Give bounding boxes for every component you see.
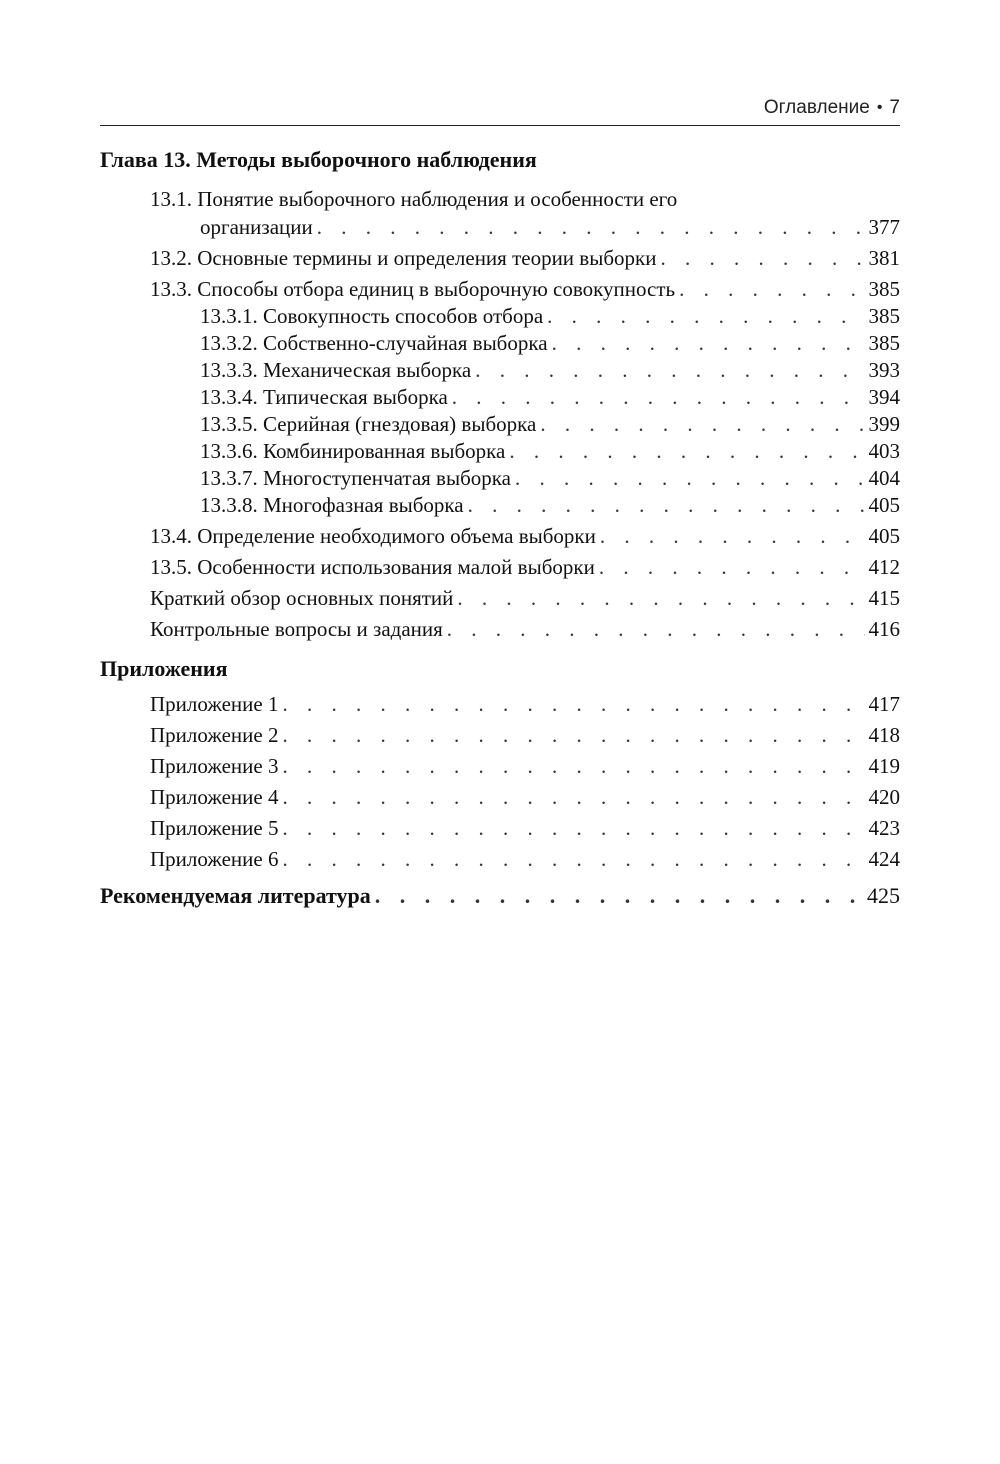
toc-entry-page: 416: [868, 617, 900, 641]
leader-dots: [515, 465, 865, 492]
leader-dots: [452, 384, 865, 411]
toc-entry-title: Рекомендуемая литература: [100, 883, 371, 908]
toc-entry-13-5[interactable]: [100, 553, 900, 581]
toc-entry-title: Приложение 3: [150, 754, 279, 778]
leader-dots: [282, 690, 864, 718]
leader-dots: [468, 492, 865, 519]
toc-entry-page: 399: [868, 412, 900, 436]
toc-entry-questions[interactable]: [100, 615, 900, 643]
toc-entry-page: 405: [868, 524, 900, 548]
leader-dots: [599, 553, 865, 581]
toc-entry-title: 13.3.2. Собственно-случайная выборка: [200, 331, 548, 355]
toc-entry-page: 425: [867, 883, 900, 908]
leader-dots: [600, 522, 865, 550]
toc-entry-13-3-1[interactable]: [100, 303, 900, 330]
leader-dots: [447, 615, 865, 643]
toc-entry-page: 385: [868, 277, 900, 301]
toc-entry-13-3-5[interactable]: [100, 411, 900, 438]
header-page-number: 7: [889, 96, 900, 118]
toc-entry-page: 394: [868, 385, 900, 409]
toc-entry-title: 13.3.4. Типическая выборка: [200, 385, 448, 409]
toc-entry-title: 13.3.6. Комбинированная выборка: [200, 439, 506, 463]
toc-entry-title: 13.3.5. Серийная (гнездовая) выборка: [200, 412, 537, 436]
leader-dots: [282, 845, 864, 873]
toc-entry-title: 13.5. Особенности использования малой выборки: [150, 555, 595, 579]
toc-entry-title: Приложение 1: [150, 692, 279, 716]
toc-entry-title: Приложение 6: [150, 847, 279, 871]
toc-entry-13-3-4[interactable]: [100, 384, 900, 411]
toc-entry-appendix-2[interactable]: [100, 721, 900, 749]
toc-entry-appendix-4[interactable]: [100, 783, 900, 811]
toc-entry-13-3-7[interactable]: [100, 465, 900, 492]
toc-entry-13-1-line1[interactable]: 13.1. Понятие выборочного наблюдения и особенности его: [150, 187, 678, 211]
table-of-contents: [100, 142, 900, 911]
leader-dots: [282, 814, 864, 842]
toc-entry-title: Краткий обзор основных понятий: [150, 586, 454, 610]
toc-entry-title: 13.3.1. Совокупность способов отбора: [200, 304, 544, 328]
leader-dots: [282, 721, 864, 749]
leader-dots: [282, 783, 864, 811]
toc-entry-page: 415: [868, 586, 900, 610]
toc-entry-title: 13.2. Основные термины и определения теории выборки: [150, 246, 657, 270]
leader-dots: [547, 303, 864, 330]
toc-entry-title: 13.3.3. Механическая выборка: [200, 358, 472, 382]
leader-dots: [375, 881, 863, 911]
toc-entry-title: 13.3. Способы отбора единиц в выборочную совокупность: [150, 277, 676, 301]
toc-entry-page: 403: [868, 439, 900, 463]
leader-dots: [679, 275, 864, 303]
toc-entry-page: 405: [868, 493, 900, 517]
toc-entry-page: 404: [868, 466, 900, 490]
toc-entry-page: 385: [868, 331, 900, 355]
header-title: Оглавление: [763, 96, 870, 118]
toc-entry-page: 420: [868, 785, 900, 809]
appendices-heading: Приложения: [100, 656, 228, 681]
toc-entry-13-3-6[interactable]: [100, 438, 900, 465]
toc-entry-title: Приложение 4: [150, 785, 279, 809]
leader-dots: [540, 411, 864, 438]
toc-entry-page: 393: [868, 358, 900, 382]
leader-dots: [282, 752, 864, 780]
toc-entry-page: 417: [868, 692, 900, 716]
chapter-13-heading: Глава 13. Методы выборочного наблюдения: [100, 147, 537, 172]
toc-entry-page: 423: [868, 816, 900, 840]
toc-entry-13-3-2[interactable]: [100, 330, 900, 357]
toc-entry-page: 412: [868, 555, 900, 579]
toc-entry-13-3-3[interactable]: [100, 357, 900, 384]
toc-entry-appendix-3[interactable]: [100, 752, 900, 780]
toc-entry-13-1[interactable]: [100, 213, 900, 241]
toc-entry-title: 13.4. Определение необходимого объема выборки: [150, 524, 596, 548]
toc-entry-literature[interactable]: [100, 881, 900, 911]
toc-entry-13-2[interactable]: [100, 244, 900, 272]
toc-entry-title: Приложение 5: [150, 816, 279, 840]
header-separator: •: [876, 98, 883, 116]
toc-entry-page: 381: [868, 246, 900, 270]
toc-entry-13-3-8[interactable]: [100, 492, 900, 519]
toc-entry-title: Контрольные вопросы и задания: [150, 617, 443, 641]
toc-entry-page: 418: [868, 723, 900, 747]
leader-dots: [475, 357, 864, 384]
toc-entry-page: 385: [868, 304, 900, 328]
toc-entry-page: 424: [868, 847, 900, 871]
leader-dots: [317, 213, 865, 241]
toc-entry-appendix-6[interactable]: [100, 845, 900, 873]
toc-entry-title: 13.3.8. Многофазная выборка: [200, 493, 464, 517]
toc-entry-page: 377: [868, 215, 900, 239]
toc-entry-title: организации: [200, 215, 313, 239]
toc-entry-summary[interactable]: [100, 584, 900, 612]
toc-entry-appendix-5[interactable]: [100, 814, 900, 842]
toc-entry-appendix-1[interactable]: [100, 690, 900, 718]
leader-dots: [457, 584, 864, 612]
leader-dots: [509, 438, 864, 465]
toc-entry-13-3[interactable]: [100, 275, 900, 303]
leader-dots: [552, 330, 865, 357]
toc-entry-13-4[interactable]: [100, 522, 900, 550]
toc-entry-title: 13.3.7. Многоступенчатая выборка: [200, 466, 511, 490]
leader-dots: [660, 244, 864, 272]
toc-entry-title: Приложение 2: [150, 723, 279, 747]
toc-entry-page: 419: [868, 754, 900, 778]
running-header: [100, 90, 900, 126]
